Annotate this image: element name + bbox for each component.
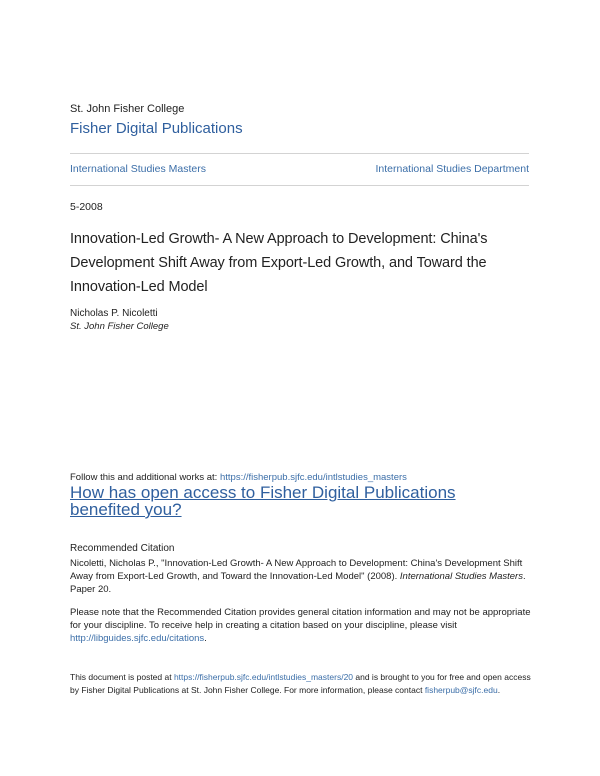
document-url-link[interactable]: https://fisherpub.sjfc.edu/intlstudies_masters/20: [173, 672, 354, 682]
repository-name-link[interactable]: Fisher Digital Publications: [70, 120, 243, 137]
collection-url-link[interactable]: https://fisherpub.sjfc.edu/intlstudies_masters: [219, 472, 407, 483]
department-link[interactable]: International Studies Department: [375, 163, 529, 175]
posting-prefix: This document is posted at: [70, 672, 174, 682]
open-access-feedback-link[interactable]: How has open access to Fisher Digital Publications benefited you?: [70, 483, 456, 519]
document-title: Innovation-Led Growth- A New Approach to Development: China's Development Shift Away from Export-Led Growth, and Toward the Innovation-Led Model: [70, 231, 488, 295]
posting-middle: and is brought to you for free and open access by Fisher Digital Publications at St. John Fisher College. For more information, please contact: [70, 672, 531, 695]
posting-end: .: [497, 684, 501, 695]
recommended-citation-heading: Recommended Citation: [70, 543, 175, 554]
publication-date: 5-2008: [70, 201, 103, 213]
citation-paper: . Paper 20.: [70, 571, 526, 595]
notice-end: .: [204, 633, 207, 644]
author-name: Nicholas P. Nicoletti: [70, 308, 158, 319]
citation-text: [70, 557, 530, 596]
follow-line: [70, 472, 407, 483]
citation-series: International Studies Masters: [399, 571, 523, 582]
citation-guide-link[interactable]: http://libguides.sjfc.edu/citations: [70, 633, 205, 644]
citation-body: Nicoletti, Nicholas P., "Innovation-Led Growth- A New Approach to Development: China's Development Shift Away from Export-Led Growth, and Toward the Innovation-Led Model" (2008).: [70, 558, 523, 582]
follow-text: Follow this and additional works at:: [70, 472, 220, 483]
contact-email-link[interactable]: fisherpub@sjfc.edu: [424, 684, 498, 695]
top-divider: [70, 153, 529, 154]
notice-text: Please note that the Recommended Citation provides general citation information and may not be appropriate for your discipline. To receive help in creating a citation based on your discipline, please visit: [70, 607, 531, 631]
posting-statement: [70, 671, 532, 696]
citation-notice: [70, 606, 532, 645]
bottom-divider: [70, 185, 529, 186]
collection-link[interactable]: International Studies Masters: [70, 163, 206, 175]
institution-name: St. John Fisher College: [70, 103, 185, 115]
author-affiliation: St. John Fisher College: [70, 321, 169, 332]
